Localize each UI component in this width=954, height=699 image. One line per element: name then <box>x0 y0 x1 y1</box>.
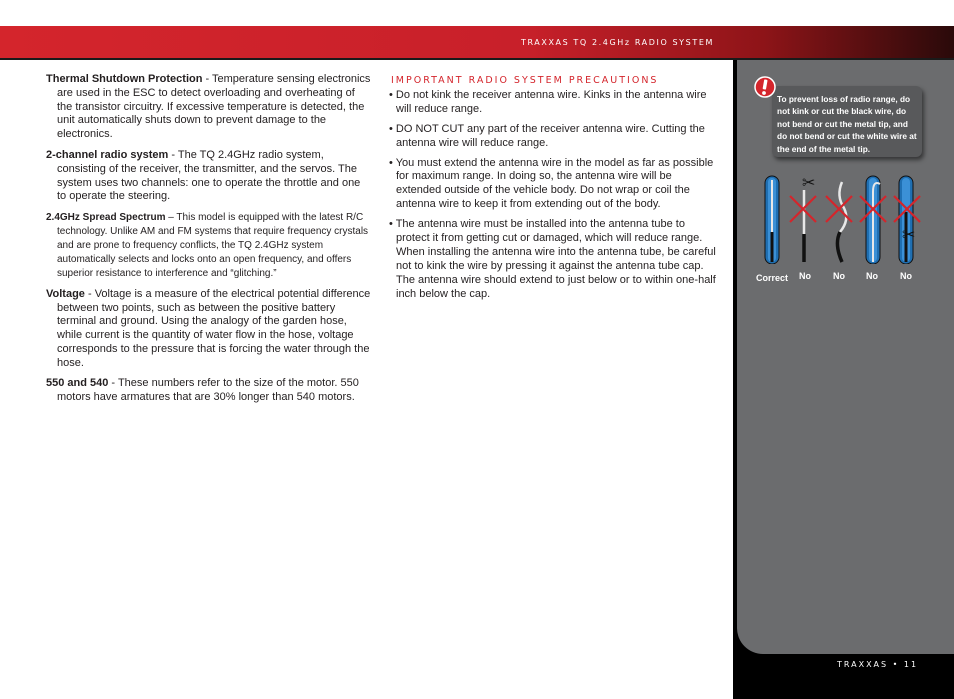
glossary-term: Voltage <box>46 287 85 300</box>
glossary-separator: - <box>84 287 95 300</box>
antenna-kinked-illustration <box>837 182 846 262</box>
antenna-label-no: No <box>799 271 811 281</box>
glossary-text: This model is equipped with the latest R/C technology. Unlike AM and FM systems that require frequency crystals and are prone to frequency conflicts, the TQ 2.4GHz system automatically selects and locks onto an open frequency, and offers superior resistance to interference and “glitching.” <box>57 212 369 279</box>
glossary-separator: - <box>168 148 178 161</box>
glossary-separator: - <box>202 73 213 85</box>
svg-text:✂: ✂ <box>902 225 916 244</box>
antenna-label-no: No <box>833 271 845 281</box>
glossary-text: Temperature sensing electronics are used in the ESC to detect overloading and overheating of the transistor circuitry. If excessive temperature is detected, the unit automatically shuts down to prevent damage to the electronics. <box>57 73 371 141</box>
glossary-term: Thermal Shutdown Protection <box>46 73 203 85</box>
precaution-item: • Do not kink the receiver antenna wire. Kinks in the antenna wire will reduce range. <box>389 88 707 115</box>
warning-icon <box>754 75 776 101</box>
antenna-label-no: No <box>866 271 878 281</box>
antenna-label-no: No <box>900 271 912 281</box>
glossary-separator: – <box>165 212 177 224</box>
header-title: TRAXXAS TQ 2.4GHz RADIO SYSTEM <box>520 38 714 47</box>
antenna-wire-illustration <box>756 172 926 264</box>
antenna-cut-tip-illustration <box>802 173 815 262</box>
page-footer: TRAXXAS • 11 <box>837 660 919 669</box>
glossary-entry-spread-spectrum <box>46 211 372 281</box>
precaution-item: • The antenna wire must be installed into the antenna tube to protect it from getting cut or damaged, which will reduce range. When installing the antenna wire into the antenna tube, be careful not to kink the wire by pressing it against the antenna tube cap. The antenna wire should extend to just below or to within one-half inch below the cap. <box>389 218 716 300</box>
glossary-text: The TQ 2.4GHz radio system, consisting of the receiver, the transmitter, and the servos. The system uses two channels: one to operate the throttle and one to operate the steering. <box>57 148 361 203</box>
antenna-cut-in-tube-illustration <box>899 176 915 264</box>
glossary-entry-voltage <box>46 288 372 371</box>
glossary-term: 550 and 540 <box>46 377 109 390</box>
precaution-item: • You must extend the antenna wire in the model as far as possible for maximum range. In doing so, the antenna wire will be extended outside of the vehicle body. Do not wrap or coil the antenna wire to keep it from extending out of the body. <box>389 156 714 211</box>
glossary-entry-thermal <box>46 73 372 142</box>
header-bar <box>0 0 954 58</box>
antenna-labels <box>756 271 926 285</box>
glossary-column <box>46 73 372 412</box>
precaution-item: • DO NOT CUT any part of the receiver antenna wire. Cutting the antenna wire will reduce range. <box>389 122 705 149</box>
glossary-text: Voltage is a measure of the electrical potential difference between two points, such as between the positive battery terminal and ground. Using the analogy of the garden hose, while current is the quantity of water flow in the hose, voltage corresponds to the pressure that is forcing the water through the hose. <box>57 287 371 369</box>
glossary-entry-550-540 <box>46 377 372 405</box>
warning-note-text: To prevent loss of radio range, do not kink or cut the black wire, do not bend or cut the metal tip, and do not bend or cut the white wire at the end of the metal tip. <box>777 94 917 154</box>
precautions-column <box>389 74 717 308</box>
glossary-text: These numbers refer to the size of the motor. 550 motors have armatures that are 30% longer than 540 motors. <box>57 377 359 404</box>
antenna-correct-illustration <box>765 176 779 264</box>
glossary-entry-2channel <box>46 149 372 204</box>
glossary-term: 2.4GHz Spread Spectrum <box>46 212 166 224</box>
header-top-strip <box>0 0 954 26</box>
glossary-term: 2-channel radio system <box>46 148 169 161</box>
antenna-label-correct: Correct <box>756 273 789 283</box>
glossary-separator: - <box>108 377 118 390</box>
precautions-title: IMPORTANT RADIO SYSTEM PRECAUTIONS <box>391 75 659 86</box>
antenna-bent-in-tube-illustration <box>866 176 880 264</box>
svg-text:✂: ✂ <box>802 173 816 192</box>
